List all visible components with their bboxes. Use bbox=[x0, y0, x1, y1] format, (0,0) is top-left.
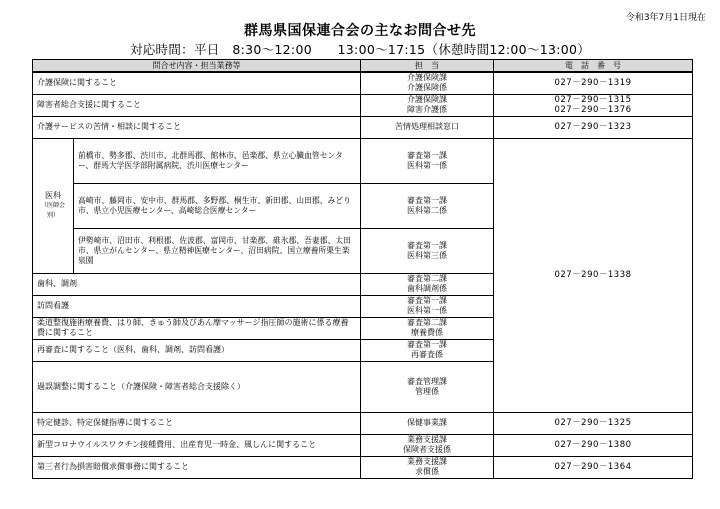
row-phone: 027－290－1380 bbox=[494, 434, 693, 456]
shared-phone: 027－290－1338 bbox=[494, 138, 693, 412]
table-row bbox=[33, 72, 693, 94]
header-dept: 担 当 bbox=[361, 60, 494, 73]
table-row bbox=[33, 412, 693, 434]
row-phone: 027－290－1364 bbox=[494, 456, 693, 478]
row-dept: 介護保険課 障害介護係 bbox=[361, 94, 494, 116]
row-content: 過誤調整に関すること（介護保険・障害者総合支援除く） bbox=[33, 361, 361, 412]
row-dept: 審査第一課 再審査係 bbox=[361, 339, 494, 361]
row-dept: 審査第一課 医科第一係 bbox=[361, 138, 494, 183]
row-phone: 027－290－1319 bbox=[494, 72, 693, 94]
row-dept: 審査第二課 療養費係 bbox=[361, 317, 494, 339]
row-content: 柔道整復施術療養費、はり師、きゅう師及びあん摩マッサージ指圧師の施術に係る療養費に関すること bbox=[33, 317, 361, 339]
row-content: 前橋市、勢多郡、渋川市、北群馬郡、館林市、邑楽郡、県立心臓血管センター、群馬大学医学部附属病院、渋川医療センター bbox=[74, 138, 361, 183]
header-content: 問合せ内容・担当業務等 bbox=[33, 60, 361, 73]
row-dept: 審査第一課 医科第二係 bbox=[361, 183, 494, 228]
row-content: 歯科、調剤 bbox=[33, 273, 361, 295]
page-title: 群馬県国保連合会の主なお問合せ先 bbox=[244, 23, 476, 39]
row-content: 伊勢崎市、沼田市、利根郡、佐波郡、富岡市、甘楽郡、碓氷郡、吾妻郡、太田市、県立がんセンター、県立精神医療センター、沼田病院、国立療養所栗生楽泉園 bbox=[74, 228, 361, 273]
table-row bbox=[33, 434, 693, 456]
row-dept: 保健事業課 bbox=[361, 412, 494, 434]
row-dept: 介護保険課 介護保険係 bbox=[361, 72, 494, 94]
table-row bbox=[33, 138, 693, 183]
row-content: 第三者行為損害賠償求償事務に関すること bbox=[33, 456, 361, 478]
table-row bbox=[33, 94, 693, 116]
row-phone: 027－290－1315 027－290－1376 bbox=[494, 94, 693, 116]
row-content: 新型コロナウイルスワクチン接種費用、出産育児一時金、風しんに関すること bbox=[33, 434, 361, 456]
row-phone: 027－290－1323 bbox=[494, 116, 693, 138]
row-content: 障害者総合支援に関すること bbox=[33, 94, 361, 116]
row-dept: 業務支援課 保険者支援係 bbox=[361, 434, 494, 456]
medical-label-cell: 医科 （医師会別） bbox=[33, 138, 74, 273]
row-phone: 027－290－1325 bbox=[494, 412, 693, 434]
row-content: 介護サービスの苦情・相談に関すること bbox=[33, 116, 361, 138]
row-content: 特定健診、特定保健指導に関すること bbox=[33, 412, 361, 434]
table-row bbox=[33, 456, 693, 478]
table-row bbox=[33, 116, 693, 138]
row-dept: 審査管理課 管理係 bbox=[361, 361, 494, 412]
row-dept: 業務支援課 求償係 bbox=[361, 456, 494, 478]
row-content: 訪問看護 bbox=[33, 295, 361, 317]
header-phone: 電 話 番 号 bbox=[494, 60, 693, 73]
contact-table bbox=[32, 59, 693, 479]
date-label: 令和3年7月1日現在 bbox=[625, 13, 706, 23]
business-hours: 対応時間：平日 8:30～12:00 13:00～17:15（休憩時間12:00～13:00） bbox=[129, 42, 591, 57]
row-content: 介護保険に関すること bbox=[33, 72, 361, 94]
row-content: 高崎市、藤岡市、安中市、群馬郡、多野郡、桐生市、新田郡、山田郡、みどり市、県立小児医療センター、高崎総合医療センター bbox=[74, 183, 361, 228]
row-dept: 審査第二課 歯科調剤係 bbox=[361, 273, 494, 295]
row-dept: 審査第一課 医科第三係 bbox=[361, 228, 494, 273]
row-dept: 審査第一課 医科第一係 bbox=[361, 295, 494, 317]
row-dept: 苦情処理相談窓口 bbox=[361, 116, 494, 138]
row-content: 再審査に関すること（医科、歯科、調剤、訪問看護） bbox=[33, 339, 361, 361]
table-header-row bbox=[33, 60, 693, 73]
